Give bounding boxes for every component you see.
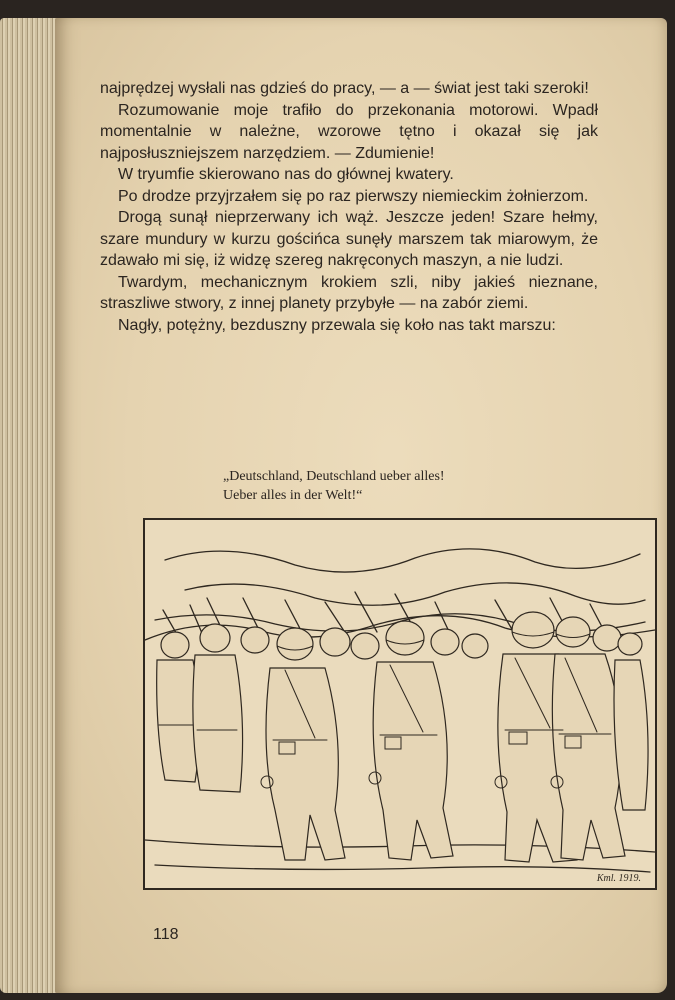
paragraph: najprędzej wysłali nas gdzieś do pracy, — a — świat jest taki szeroki! [100, 80, 589, 97]
body-text [100, 78, 598, 336]
paragraph: W tryumfie skierowano nas do głównej kwatery. [118, 166, 454, 183]
page-number: 118 [153, 926, 179, 943]
marching-soldiers-illustration [143, 518, 657, 890]
paragraph: Po drodze przyjrzałem się po raz pierwszy niemieckim żołnierzom. [118, 187, 589, 205]
paragraph: Twardym, mechanicznym krokiem szli, niby jakieś nieznane, straszliwe stwory, z innej planety przybyłe — na zabór ziemi. [100, 273, 598, 312]
illustration-drawing [145, 520, 655, 888]
paragraph: Rozumowanie moje trafiło do przekonania motorowi. Wpadł momentalnie w należne, wzorowe tętno i okazał się jak najposłuszniejszem narzędziem. — Zdumienie! [100, 101, 598, 162]
song-quote [223, 467, 583, 505]
page-edges [0, 18, 62, 993]
quote-line: „Deutschland, Deutschland ueber alles! [223, 469, 445, 484]
quote-line: Ueber alles in der Welt!“ [223, 488, 363, 503]
paragraph: Nagły, potężny, bezduszny przewala się koło nas takt marszu: [118, 316, 556, 334]
paragraph: Drogą sunął nieprzerwany ich wąż. Jeszcze jeden! Szare hełmy, szare mundury w kurzu gościńca sunęły marszem tak miarowym, że zdawało mi się, iż widzę szereg nakręconych maszyn, a nie ludzi. [100, 209, 598, 269]
artist-signature: Kml. 1919. [596, 873, 641, 884]
